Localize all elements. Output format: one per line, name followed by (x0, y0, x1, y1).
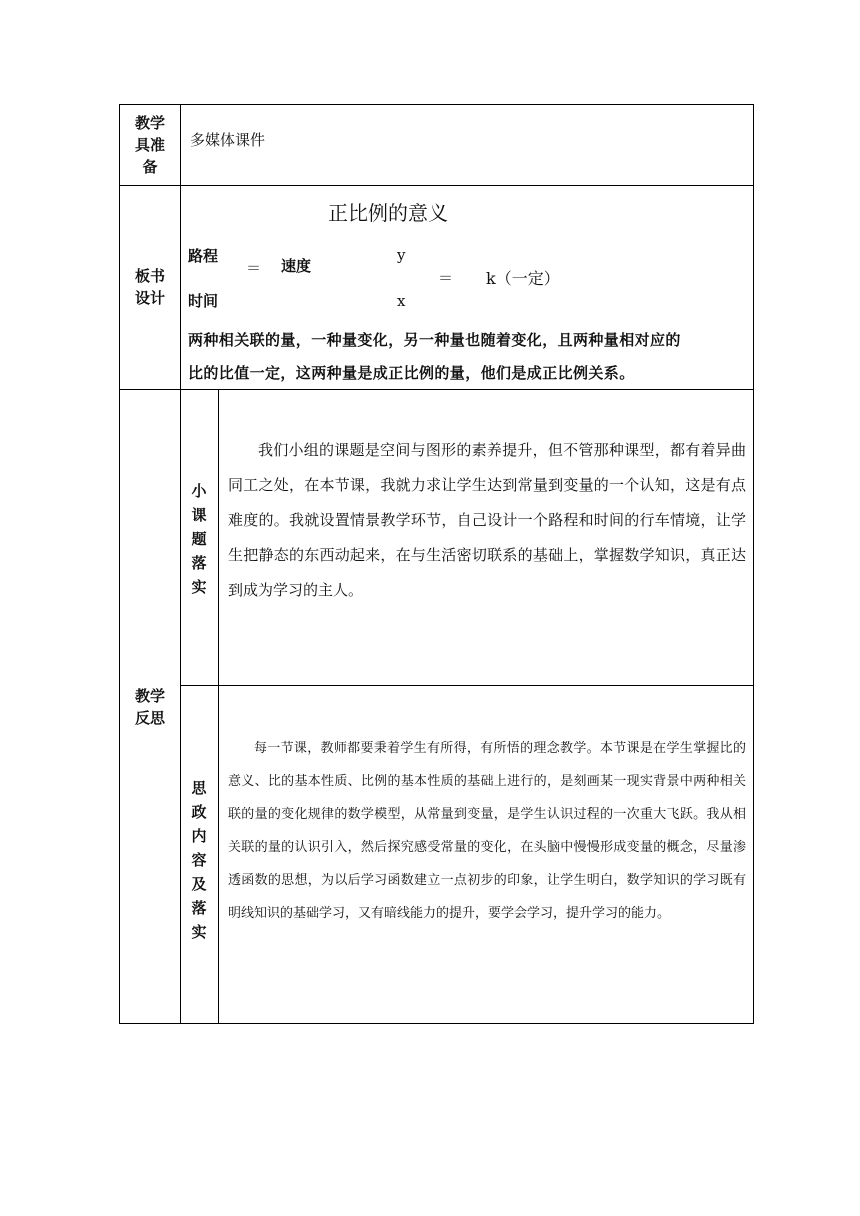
row-divider-2 (119, 389, 754, 390)
reflection-label: 教学 反思 (134, 687, 165, 727)
row-divider-1 (119, 185, 754, 186)
formula-distance: 路程 (188, 247, 219, 265)
table-border-bottom (119, 1023, 754, 1024)
table-border-right (753, 104, 754, 1024)
definition-line-1: 两种相关联的量，一种量变化，另一种量也随着变化，且两种量相对应的 (188, 331, 681, 349)
label-column-divider (180, 104, 181, 1024)
formula-k-constant: k（一定） (486, 269, 560, 288)
definition-line-2: 比的比值一定，这两种量是成正比例的量，他们是成正比例关系。 (188, 364, 635, 382)
subtopic-label: 小 课 题 落 实 (191, 482, 207, 596)
formula-x: x (397, 292, 406, 310)
table-border-left (119, 104, 120, 1024)
formula-equals-1: ＝ (246, 259, 262, 277)
prep-content: 多媒体课件 (190, 131, 266, 149)
formula-time: 时间 (188, 292, 219, 310)
board-label: 板书 设计 (134, 267, 165, 307)
formula-y: y (397, 246, 406, 264)
formula-speed: 速度 (281, 257, 312, 275)
board-title: 正比例的意义 (328, 201, 448, 225)
formula-equals-2: ＝ (438, 269, 454, 287)
subrow-divider (180, 685, 754, 686)
subtopic-text: 我们小组的课题是空间与图形的素养提升，但不管那种课型，都有着异曲同工之处，在本节课，我就力求让学生达到常量到变量的一个认知，这是有点难度的。我就设置情景教学环节，自己设计一个路程和时间的行车情境，让学生把静态的东西动起来，在与生活密切联系的基础上，掌握数学知识，真正达到成为学习的主人。 (228, 441, 746, 599)
ideology-label: 思 政 内 容 及 落 实 (191, 779, 207, 941)
prep-label: 教学 具准 备 (134, 114, 165, 176)
table-border-top (119, 104, 754, 105)
ideology-text: 每一节课，教师都要秉着学生有所得，有所悟的理念教学。本节课是在学生掌握比的意义、比的基本性质、比例的基本性质的基础上进行的，是刻画某一现实背景中两种相关联的量的变化规律的数学模型，从常量到变量，是学生认识过程的一次重大飞跃。我从相关联的量的认识引入，然后探究感受常量的变化，在头脑中慢慢形成变量的概念，尽量渗透函数的思想，为以后学习函数建立一点初步的印象，让学生明白，数学知识的学习既有明线知识的基础学习，又有暗线能力的提升，要学会学习，提升学习的能力。 (228, 741, 746, 921)
sublabel-column-divider (218, 389, 219, 1024)
